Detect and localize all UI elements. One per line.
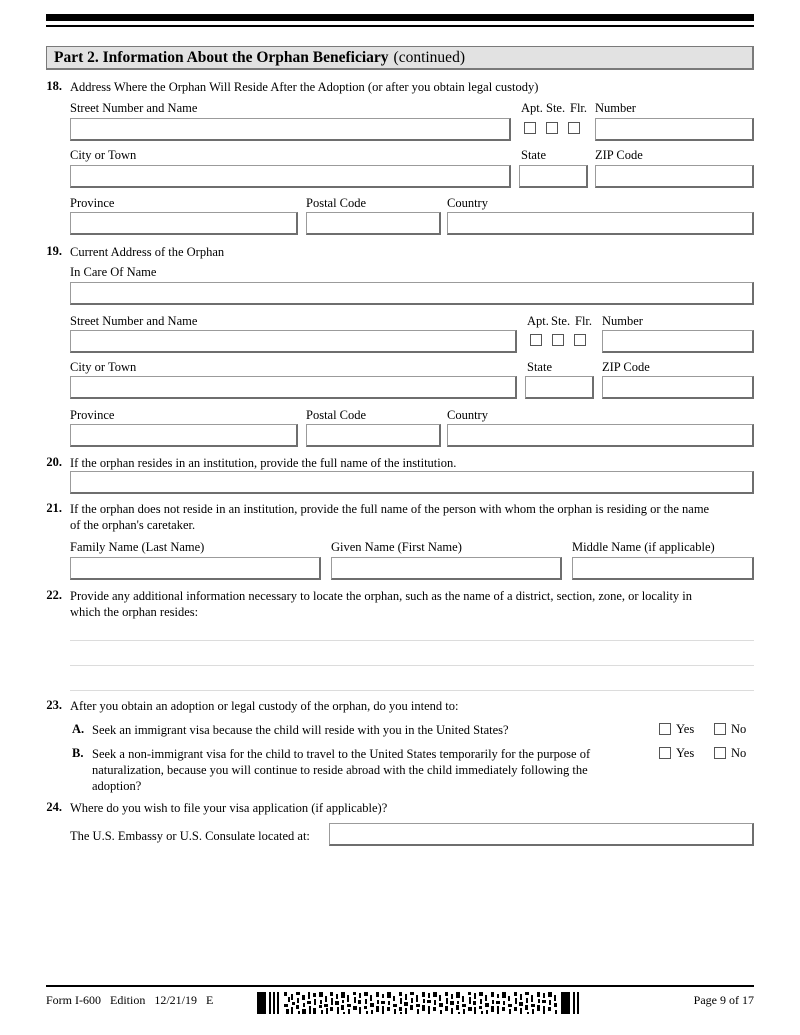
- q18-city-input[interactable]: [70, 165, 511, 188]
- q18-flr-checkbox[interactable]: [568, 122, 580, 134]
- q18-zip-label: ZIP Code: [595, 148, 643, 162]
- q20-institution-input[interactable]: [70, 471, 754, 494]
- q19-ste-checkbox[interactable]: [552, 334, 564, 346]
- q19-province-input[interactable]: [70, 424, 298, 447]
- q23-b-no-label: No: [731, 746, 747, 760]
- q19-province-label: Province: [70, 408, 115, 422]
- footer-page-number: Page 9 of 17: [693, 993, 754, 1007]
- q18-ste-label: Ste.: [546, 101, 566, 115]
- q20-text: If the orphan resides in an institution, provide the full name of the institution.: [70, 456, 457, 470]
- q19-flr-label: Flr.: [575, 314, 593, 328]
- q19-city-input[interactable]: [70, 376, 517, 399]
- q21-number: 21.: [46, 501, 62, 515]
- q19-apt-label: Apt.: [527, 314, 549, 328]
- q18-number: 18.: [46, 79, 62, 93]
- q19-ste-label: Ste.: [551, 314, 571, 328]
- q19-street-label: Street Number and Name: [70, 314, 198, 328]
- q18-street-input[interactable]: [70, 118, 511, 141]
- q19-state-label: State: [527, 360, 552, 374]
- footer-rule: [46, 985, 754, 987]
- q24-embassy-label: The U.S. Embassy or U.S. Consulate located at:: [70, 829, 310, 843]
- q18-postal-label: Postal Code: [306, 196, 367, 210]
- top-thick-rule: [46, 14, 754, 21]
- q22-text-line1: Provide any additional information necessary to locate the orphan, such as the name of a district, section, zone, or locality in: [70, 589, 693, 603]
- q23-text: After you obtain an adoption or legal custody of the orphan, do you intend to:: [70, 699, 459, 713]
- footer-edition-date: 12/21/19: [154, 993, 198, 1007]
- q23-a-no-checkbox[interactable]: [714, 723, 726, 735]
- q18-street-label: Street Number and Name: [70, 101, 198, 115]
- q23-b-text-line1: Seek a non-immigrant visa for the child to travel to the United States temporarily for the purpose of: [92, 747, 591, 761]
- q21-middle-name-label: Middle Name (if applicable): [572, 540, 715, 554]
- q18-province-input[interactable]: [70, 212, 298, 235]
- q23-b-text-line2: naturalization, because you will continue to reside abroad with the child immediately following the: [92, 763, 588, 777]
- q19-apt-checkbox[interactable]: [530, 334, 542, 346]
- q18-apt-checkbox[interactable]: [524, 122, 536, 134]
- q19-city-label: City or Town: [70, 360, 137, 374]
- q23-a-text: Seek an immigrant visa because the child will reside with you in the United States?: [92, 723, 509, 737]
- q19-number: 19.: [46, 244, 62, 258]
- q18-flr-label: Flr.: [570, 101, 588, 115]
- part-2-header: [46, 46, 754, 70]
- q23-b-yes-label: Yes: [676, 746, 695, 760]
- q23-b-text-line3: adoption?: [92, 779, 142, 793]
- footer-form-name: Form I-600: [46, 993, 101, 1007]
- q18-country-label: Country: [447, 196, 488, 210]
- q24-number: 24.: [46, 800, 62, 814]
- q23-b-yes-checkbox[interactable]: [659, 747, 671, 759]
- q18-state-label: State: [521, 148, 546, 162]
- q22-number: 22.: [46, 588, 62, 602]
- q18-province-label: Province: [70, 196, 115, 210]
- q19-country-input[interactable]: [447, 424, 754, 447]
- q19-postal-input[interactable]: [306, 424, 441, 447]
- part-header-continued: (continued): [393, 48, 465, 66]
- q19-zip-input[interactable]: [602, 376, 754, 399]
- q18-number-label: Number: [595, 101, 636, 115]
- q19-street-input[interactable]: [70, 330, 517, 353]
- q21-family-name-input[interactable]: [70, 557, 321, 580]
- footer-edition-label: Edition: [110, 993, 146, 1007]
- q18-city-label: City or Town: [70, 148, 137, 162]
- part-header-title: Part 2. Information About the Orphan Beneficiary: [54, 48, 389, 66]
- q21-given-name-input[interactable]: [331, 557, 562, 580]
- q21-text-line1: If the orphan does not reside in an institution, provide the full name of the person with whom the orphan is residing or the name: [70, 502, 710, 516]
- q18-ste-checkbox[interactable]: [546, 122, 558, 134]
- q23-a-yes-label: Yes: [676, 722, 695, 736]
- q18-apt-label: Apt.: [521, 101, 543, 115]
- q18-state-input[interactable]: [519, 165, 588, 188]
- q24-embassy-input[interactable]: [329, 823, 754, 846]
- q19-in-care-of-input[interactable]: [70, 282, 754, 305]
- q18-country-input[interactable]: [447, 212, 754, 235]
- q23-b-no-checkbox[interactable]: [714, 747, 726, 759]
- q19-country-label: Country: [447, 408, 488, 422]
- q22-answer-line-1[interactable]: [70, 640, 754, 641]
- q23-a-letter: A.: [72, 722, 85, 736]
- top-thin-rule: [46, 25, 754, 27]
- q20-number: 20.: [46, 455, 62, 469]
- q19-postal-label: Postal Code: [306, 408, 367, 422]
- q18-postal-input[interactable]: [306, 212, 441, 235]
- q21-family-name-label: Family Name (Last Name): [70, 540, 205, 554]
- q18-text: Address Where the Orphan Will Reside After the Adoption (or after you obtain legal custody): [70, 80, 539, 94]
- q22-text-line2: which the orphan resides:: [70, 605, 199, 619]
- q21-middle-name-input[interactable]: [572, 557, 754, 580]
- q19-flr-checkbox[interactable]: [574, 334, 586, 346]
- q21-given-name-label: Given Name (First Name): [331, 540, 462, 554]
- q19-zip-label: ZIP Code: [602, 360, 650, 374]
- q19-number-input[interactable]: [602, 330, 754, 353]
- q22-answer-line-2[interactable]: [70, 665, 754, 666]
- q19-text: Current Address of the Orphan: [70, 245, 225, 259]
- q22-answer-line-3[interactable]: [70, 690, 754, 691]
- q19-state-input[interactable]: [525, 376, 594, 399]
- q19-in-care-of-label: In Care Of Name: [70, 265, 157, 279]
- q19-number-label: Number: [602, 314, 643, 328]
- q23-a-yes-checkbox[interactable]: [659, 723, 671, 735]
- q24-text: Where do you wish to file your visa application (if applicable)?: [70, 801, 388, 815]
- q18-number-input[interactable]: [595, 118, 754, 141]
- q23-number: 23.: [46, 698, 62, 712]
- footer-edition-suffix: E: [206, 993, 214, 1007]
- q23-a-no-label: No: [731, 722, 747, 736]
- footer-form-info: [46, 993, 222, 1008]
- q18-zip-input[interactable]: [595, 165, 754, 188]
- q23-b-letter: B.: [72, 746, 84, 760]
- q21-text-line2: of the orphan's caretaker.: [70, 518, 196, 532]
- pdf417-barcode: [257, 992, 583, 1014]
